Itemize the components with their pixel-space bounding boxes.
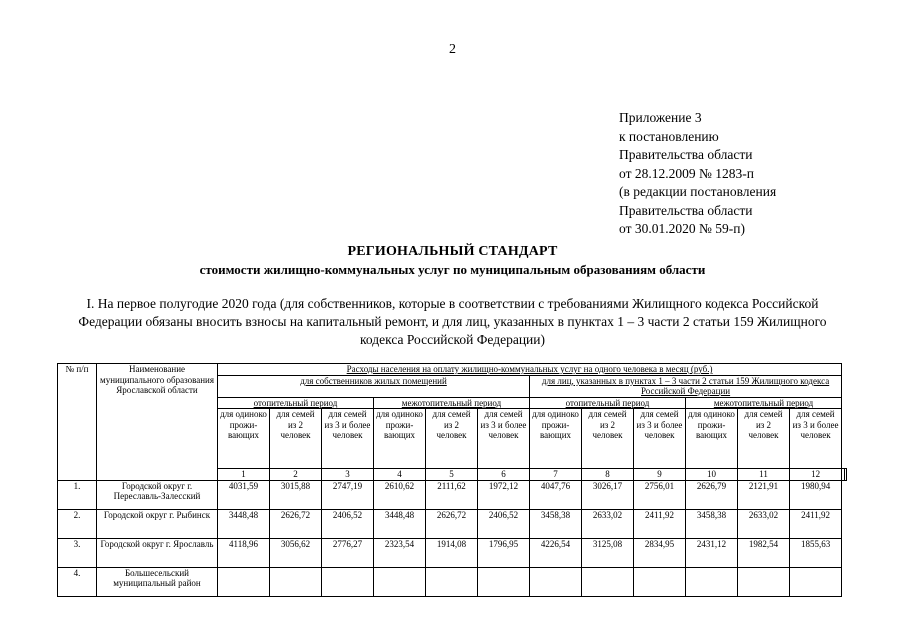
header-no: № п/п (58, 364, 97, 481)
header-expenses: Расходы населения на оплату жилищно-коммунальных услуг на одного человека в месяц (руб.) (218, 364, 842, 376)
header-non-heating: межотопительный период (374, 397, 530, 409)
value-cell: 1914,08 (426, 538, 478, 567)
column-number: 5 (426, 469, 478, 481)
header-group-owners: для собственников жилых помещений (218, 375, 530, 397)
value-cell (426, 567, 478, 596)
value-cell (738, 567, 790, 596)
column-number: 7 (530, 469, 582, 481)
municipality-name: Городской округ г. Рыбинск (97, 509, 218, 538)
value-cell: 2626,79 (686, 480, 738, 509)
subheader-single: для одиноко прожи- вающих (374, 409, 426, 469)
appendix-line: от 30.01.2020 № 59-п) (619, 221, 745, 236)
table-row (58, 538, 847, 567)
header-name: Наименование муниципального образования Ярославской области (97, 364, 218, 481)
row-number: 3. (58, 538, 97, 567)
appendix-line: (в редакции постановления (619, 184, 777, 199)
value-cell: 2431,12 (686, 538, 738, 567)
value-cell: 4226,54 (530, 538, 582, 567)
column-number: 9 (634, 469, 686, 481)
appendix-line: к постановлению (619, 128, 719, 144)
value-cell: 2111,62 (426, 480, 478, 509)
subheader-three: для семей из 3 и более человек (790, 409, 842, 469)
value-cell: 3448,48 (218, 509, 270, 538)
header-non-heating: межотопительный период (686, 397, 842, 409)
value-cell: 1982,54 (738, 538, 790, 567)
column-number (844, 469, 846, 481)
table-row (58, 480, 847, 509)
value-cell: 2323,54 (374, 538, 426, 567)
appendix-line: Правительства области (619, 147, 753, 162)
column-number: 10 (686, 469, 738, 481)
municipality-name: Городской округ г. Переславль-Залесский (97, 480, 218, 509)
document-title: РЕГИОНАЛЬНЫЙ СТАНДАРТ (347, 244, 558, 259)
standard-table (57, 363, 847, 597)
table-row (58, 567, 847, 596)
value-cell: 3026,17 (582, 480, 634, 509)
table-row (58, 509, 847, 538)
subheader-two: для семей из 2 человек (582, 409, 634, 469)
column-number: 8 (582, 469, 634, 481)
value-cell: 2610,62 (374, 480, 426, 509)
value-cell: 3056,62 (270, 538, 322, 567)
subheader-two: для семей из 2 человек (426, 409, 478, 469)
value-cell: 1796,95 (478, 538, 530, 567)
appendix-block (619, 109, 776, 239)
header-group-persons: для лиц, указанных в пунктах 1 – 3 части 2 статьи 159 Жилищного кодекса Российской Федерации (530, 375, 842, 397)
value-cell: 4047,76 (530, 480, 582, 509)
value-cell: 2626,72 (270, 509, 322, 538)
value-cell (478, 567, 530, 596)
value-cell: 2411,92 (790, 509, 842, 538)
value-cell: 2411,92 (634, 509, 686, 538)
appendix-line: от 28.12.2009 № 1283-п (619, 165, 754, 181)
column-number: 11 (738, 469, 790, 481)
value-cell (218, 567, 270, 596)
value-cell: 2756,01 (634, 480, 686, 509)
value-cell: 3458,38 (530, 509, 582, 538)
value-cell (270, 567, 322, 596)
value-cell: 2633,02 (582, 509, 634, 538)
value-cell: 2121,91 (738, 480, 790, 509)
header-heating: отопительный период (530, 397, 686, 409)
document-subtitle: стоимости жилищно-коммунальных услуг по муниципальным образованиям области (199, 262, 706, 277)
value-cell: 4118,96 (218, 538, 270, 567)
value-cell (634, 567, 686, 596)
row-number: 2. (58, 509, 97, 538)
subheader-three: для семей из 3 и более человек (634, 409, 686, 469)
subheader-single: для одиноко прожи- вающих (218, 409, 270, 469)
column-number: 3 (322, 469, 374, 481)
section-heading: I. На первое полугодие 2020 года (для собственников, которые в соответствии с требованиями Жилищного кодекса Российской Федерации обязаны вносить взносы на капитальный ремонт, и для лиц, указанных в пунктах 1 – 3 части 2 статьи 159 Жилищного кодекса Российской Федерации) (78, 296, 827, 347)
value-cell: 2633,02 (738, 509, 790, 538)
value-cell: 1980,94 (790, 480, 842, 509)
column-number: 2 (270, 469, 322, 481)
subheader-two: для семей из 2 человек (270, 409, 322, 469)
appendix-line: Правительства области (619, 202, 753, 218)
page-number: 2 (449, 42, 456, 57)
value-cell (322, 567, 374, 596)
value-cell (374, 567, 426, 596)
column-number: 1 (218, 469, 270, 481)
value-cell (530, 567, 582, 596)
subheader-three: для семей из 3 и более человек (322, 409, 374, 469)
value-cell: 2406,52 (322, 509, 374, 538)
subheader-three: для семей из 3 и более человек (478, 409, 530, 469)
value-cell (582, 567, 634, 596)
header-heating: отопительный период (218, 397, 374, 409)
column-number: 6 (478, 469, 530, 481)
municipality-name: Городской округ г. Ярославль (97, 538, 218, 567)
value-cell: 2776,27 (322, 538, 374, 567)
value-cell: 2834,95 (634, 538, 686, 567)
value-cell: 3458,38 (686, 509, 738, 538)
column-number: 12 (790, 469, 842, 481)
appendix-line: Приложение 3 (619, 110, 702, 125)
municipality-name: Большесельский муниципальный район (97, 567, 218, 596)
value-cell: 4031,59 (218, 480, 270, 509)
value-cell: 2626,72 (426, 509, 478, 538)
value-cell: 3448,48 (374, 509, 426, 538)
value-cell: 1855,63 (790, 538, 842, 567)
subheader-single: для одиноко прожи- вающих (530, 409, 582, 469)
value-cell: 3125,08 (582, 538, 634, 567)
value-cell (790, 567, 842, 596)
value-cell: 2406,52 (478, 509, 530, 538)
value-cell (686, 567, 738, 596)
value-cell: 2747,19 (322, 480, 374, 509)
value-cell: 1972,12 (478, 480, 530, 509)
value-cell: 3015,88 (270, 480, 322, 509)
column-number: 4 (374, 469, 426, 481)
subheader-two: для семей из 2 человек (738, 409, 790, 469)
row-number: 4. (58, 567, 97, 596)
row-number: 1. (58, 480, 97, 509)
subheader-single: для одиноко прожи- вающих (686, 409, 738, 469)
